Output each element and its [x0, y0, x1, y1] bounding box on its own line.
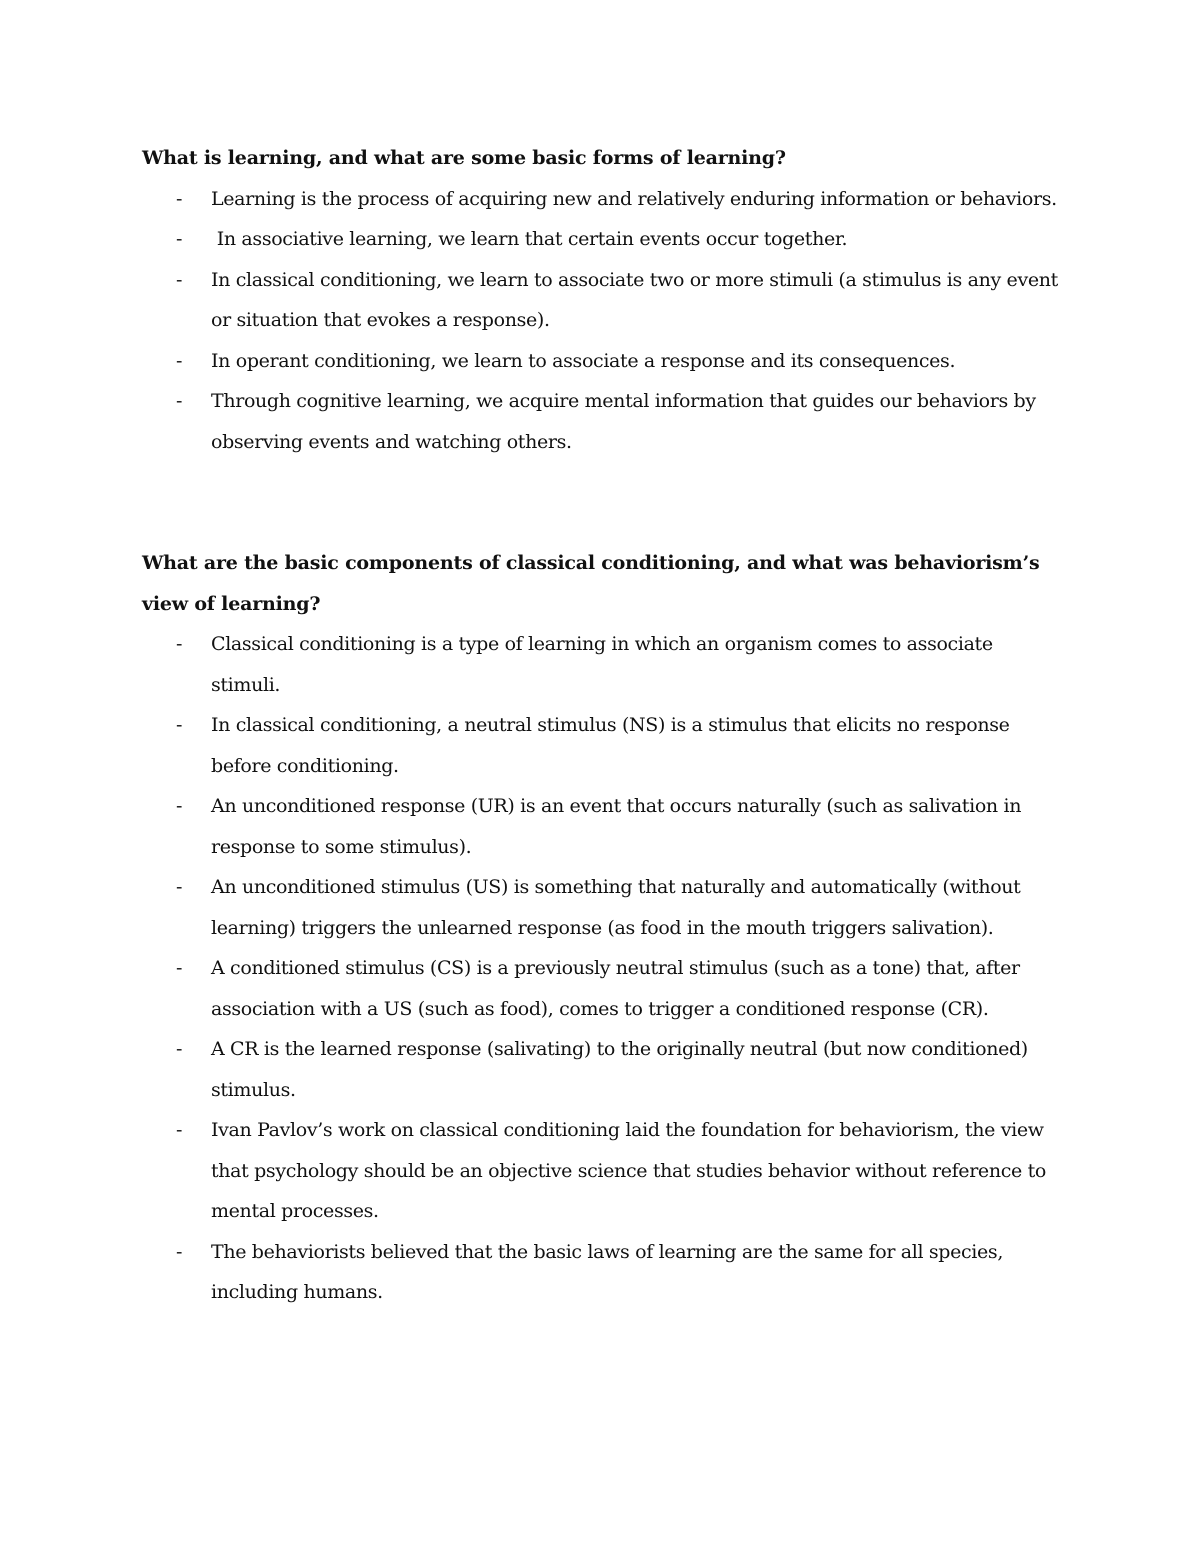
section-heading: What is learning, and what are some basic forms of learning? — [142, 147, 786, 169]
list-item-text: Classical conditioning is a type of learning in which an organism comes to associate stimuli. — [211, 633, 993, 696]
bullet-dash: - — [176, 876, 183, 898]
list-item — [142, 179, 1062, 220]
list-item — [142, 260, 1062, 341]
bullet-dash: - — [176, 228, 183, 250]
bullet-dash: - — [176, 1119, 183, 1141]
list-item-text: In associative learning, we learn that certain events occur together. — [211, 228, 848, 250]
bullet-dash: - — [176, 349, 183, 372]
list-item — [142, 219, 1062, 260]
list-item — [142, 705, 1062, 786]
bullet-dash: - — [176, 390, 183, 412]
list-item-text: In operant conditioning, we learn to associate a response and its consequences. — [211, 349, 956, 372]
bullet-dash: - — [176, 633, 183, 655]
bullet-dash: - — [176, 1240, 183, 1263]
section-classical-conditioning — [142, 543, 1062, 1313]
bullet-dash: - — [176, 268, 183, 291]
list-item — [142, 1110, 1062, 1232]
list-item-text: A CR is the learned response (salivating) to the originally neutral (but now conditioned) stimulus. — [211, 1038, 1028, 1101]
list-item — [142, 381, 1062, 462]
list-item-text: Ivan Pavlov’s work on classical conditioning laid the foundation for behaviorism, the view that psychology should be an objective science that studies behavior without reference to mental processes. — [211, 1119, 1046, 1222]
bullet-dash: - — [176, 957, 183, 979]
section-heading: What are the basic components of classical conditioning, and what was behaviorism’s view of learning? — [142, 552, 1040, 615]
list-item-text: Through cognitive learning, we acquire mental information that guides our behaviors by observing events and watching others. — [211, 390, 1036, 453]
list-item-text: In classical conditioning, a neutral stimulus (NS) is a stimulus that elicits no response before conditioning. — [211, 714, 1010, 777]
bullet-dash: - — [176, 187, 183, 210]
bullet-list — [142, 624, 1062, 1313]
list-item — [142, 1232, 1062, 1313]
list-item — [142, 948, 1062, 1029]
list-item-text: An unconditioned stimulus (US) is something that naturally and automatically (without learning) triggers the unlearned response (as food in the mouth triggers salivation). — [211, 876, 1021, 939]
list-item-text: An unconditioned response (UR) is an event that occurs naturally (such as salivation in response to some stimulus). — [211, 795, 1022, 858]
list-item — [142, 1029, 1062, 1110]
list-item — [142, 786, 1062, 867]
list-item — [142, 341, 1062, 382]
list-item-text: Learning is the process of acquiring new and relatively enduring information or behaviors. — [211, 187, 1057, 210]
list-item — [142, 867, 1062, 948]
bullet-list — [142, 179, 1062, 463]
bullet-dash: - — [176, 795, 183, 817]
list-item-text: The behaviorists believed that the basic laws of learning are the same for all species, including humans. — [211, 1240, 1004, 1303]
list-item-text: In classical conditioning, we learn to associate two or more stimuli (a stimulus is any event or situation that evokes a response). — [211, 268, 1058, 331]
list-item-text: A conditioned stimulus (CS) is a previously neutral stimulus (such as a tone) that, after association with a US (such as food), comes to trigger a conditioned response (CR). — [211, 957, 1020, 1020]
section-learning-basics — [142, 138, 1062, 462]
bullet-dash: - — [176, 714, 183, 736]
list-item — [142, 624, 1062, 705]
bullet-dash: - — [176, 1038, 183, 1060]
